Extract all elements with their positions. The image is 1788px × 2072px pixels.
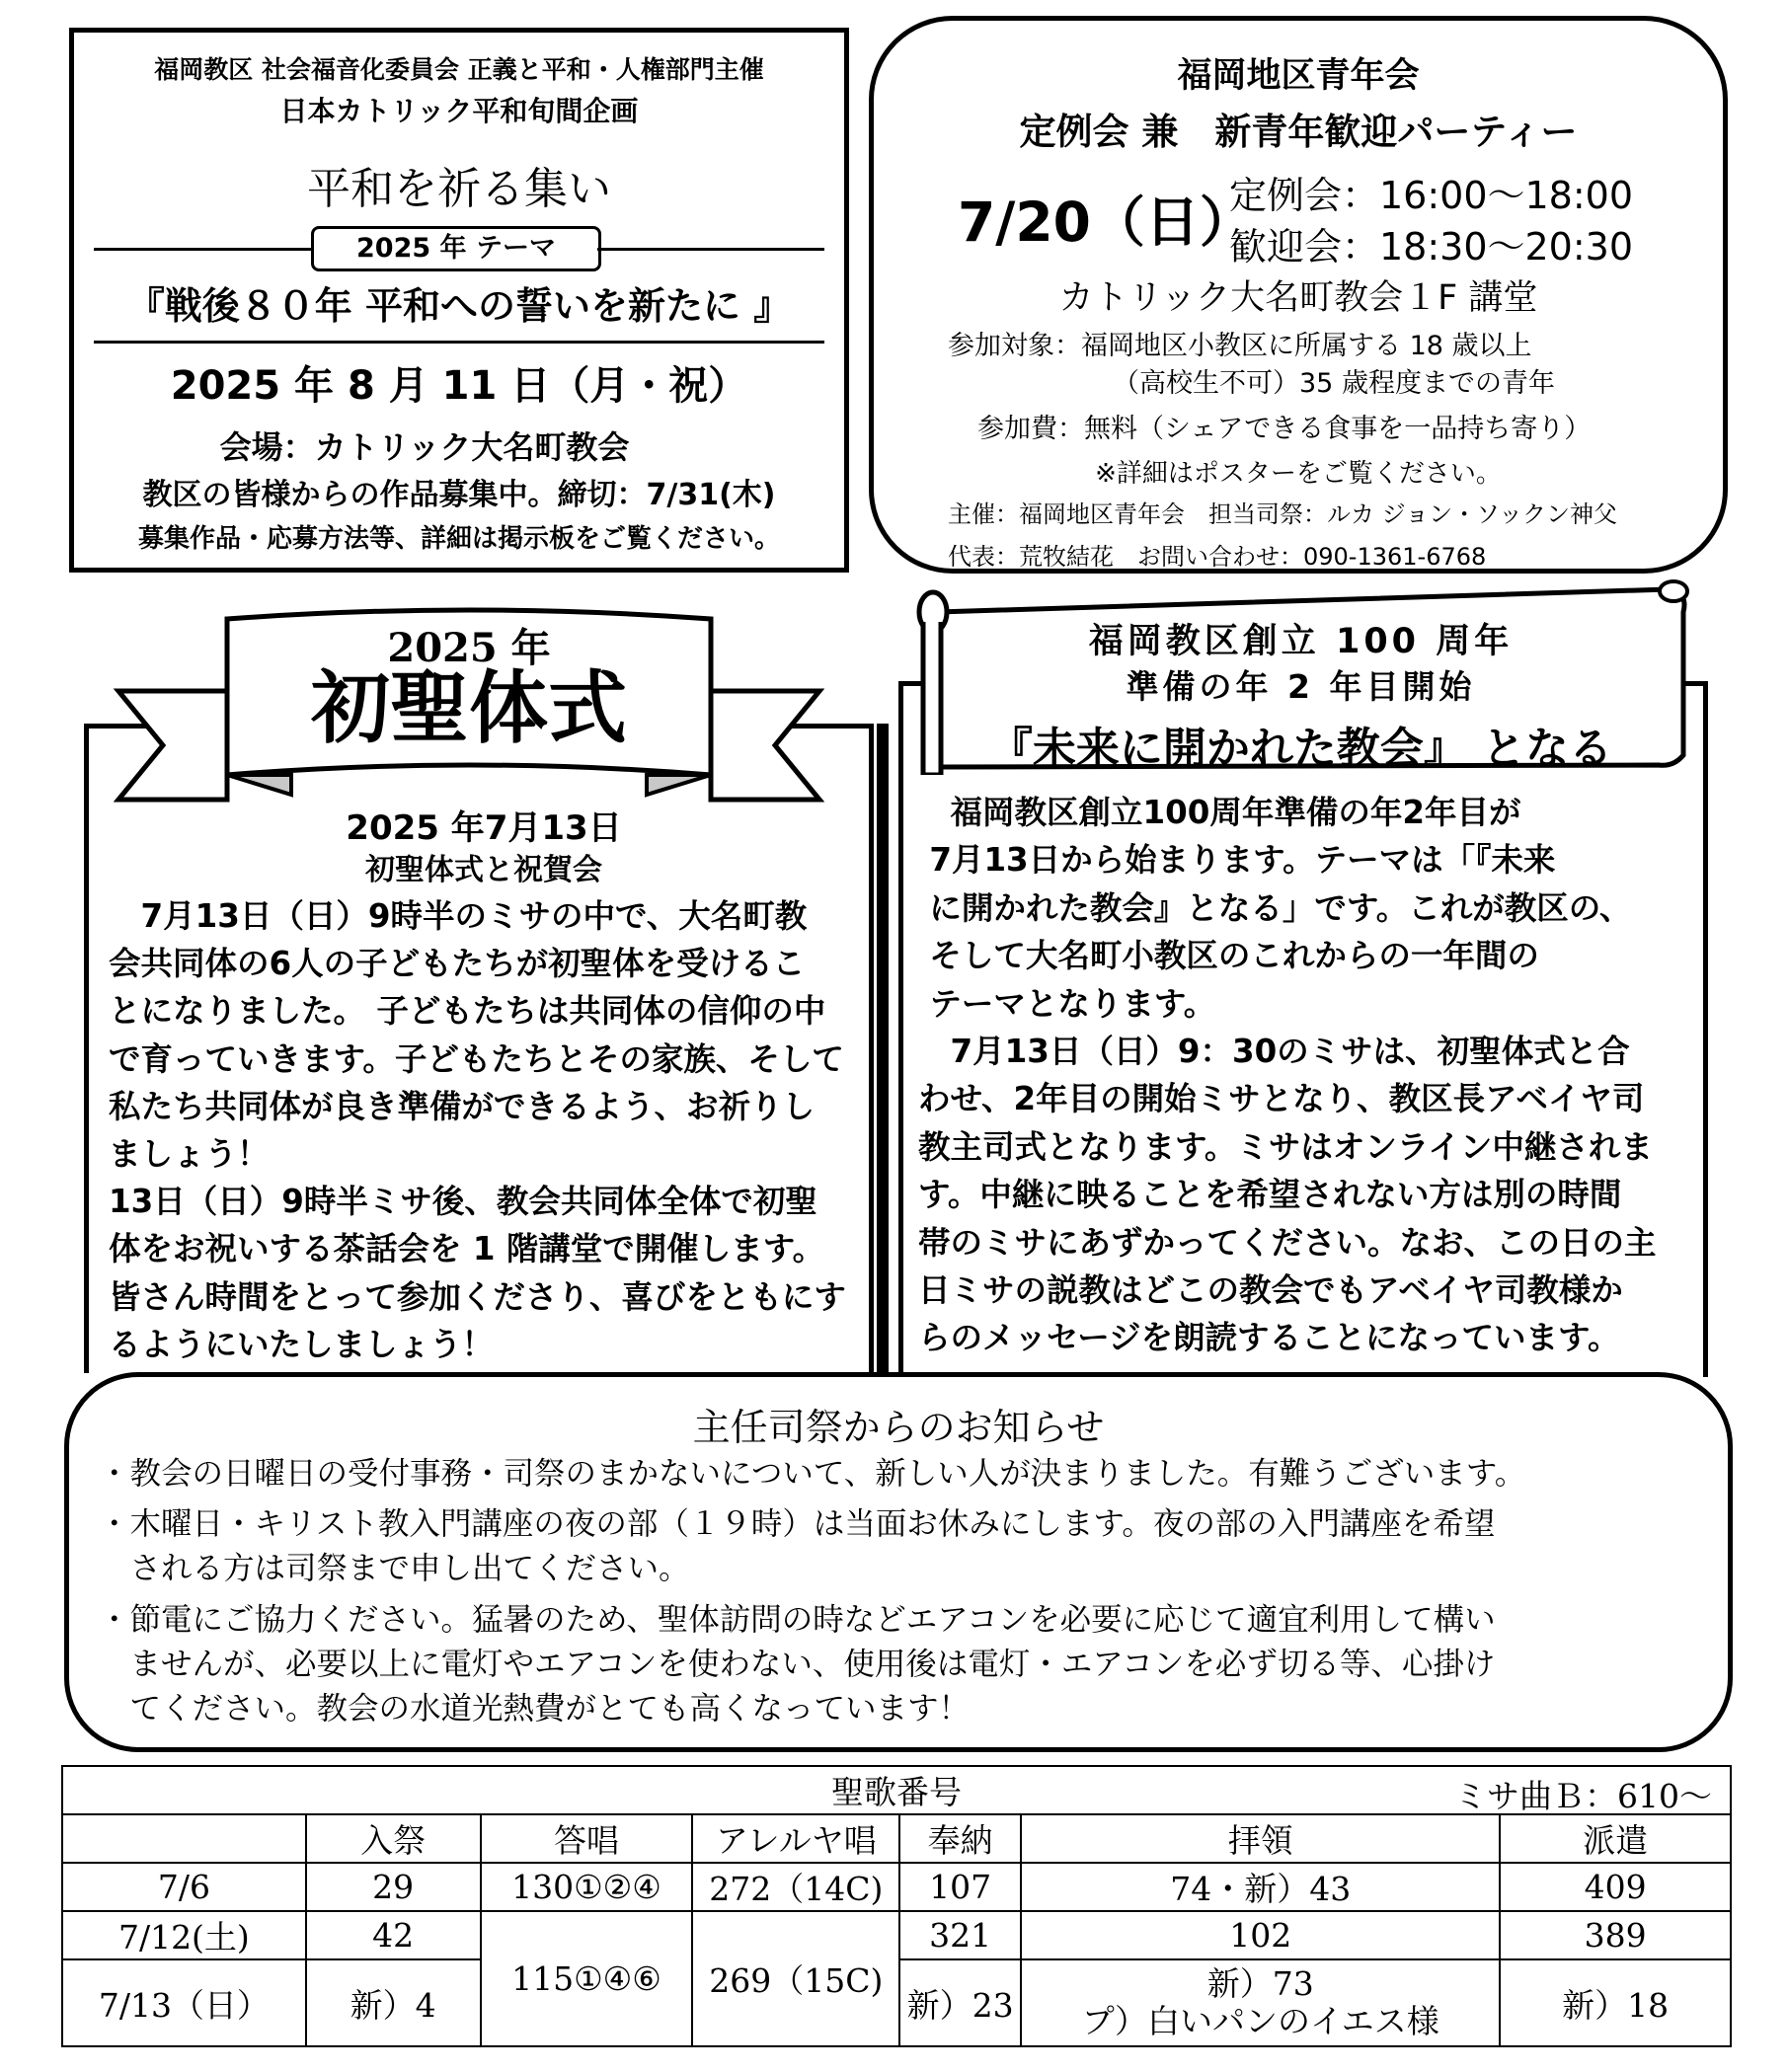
table-cell: 389: [1500, 1911, 1731, 1959]
youth-org: 福岡地区青年会: [1177, 56, 1420, 96]
youth-event: 定例会 兼 新青年歓迎パーティー: [1019, 111, 1578, 153]
youth-time-regular: 定例会：16:00～18:00: [1229, 174, 1634, 217]
centennial-line3: 『未来に開かれた教会』 となる: [988, 724, 1613, 774]
table-cell: [1021, 1959, 1500, 2046]
notice-title: 主任司祭からのお知らせ: [692, 1406, 1105, 1449]
table-row: [62, 1911, 1731, 1959]
table-cell: 107: [899, 1863, 1021, 1911]
table-cell: 115①④⑥: [481, 1911, 693, 2046]
peace-call-for-works: 教区の皆様からの作品募集中。締切：7/31(木): [142, 478, 776, 512]
pastor-notice: [64, 1372, 1733, 1752]
youth-target: 参加対象：福岡地区小教区に所属する 18 歳以上: [948, 331, 1532, 361]
youth-date: 7/20（日）: [958, 191, 1254, 254]
table-cell: 新）23: [899, 1959, 1021, 2046]
peace-date: 2025 年 8 月 11 日（月・祝）: [170, 363, 748, 409]
table-cell: 409: [1500, 1863, 1731, 1911]
table-cell: 102: [1021, 1911, 1500, 1959]
communion-subtitle: 初聖体式と祝賀会: [365, 853, 602, 887]
first-communion-notice: [84, 724, 874, 1373]
centennial-notice: [898, 681, 1708, 1377]
table-cell: 7/12(土): [62, 1911, 306, 1959]
youth-contact: 代表：荒牧結花 お問い合わせ：090-1361-6768: [948, 543, 1487, 571]
mass-setting: ミサ曲Ｂ：610～: [1454, 1777, 1712, 1815]
notice-item: ・教会の日曜日の受付事務・司祭のまかないについて、新しい人が決まりました。有難うございます。: [99, 1456, 1526, 1492]
peace-details: 募集作品・応募方法等、詳細は掲示板をご覧ください。: [137, 524, 780, 554]
table-cell: 42: [306, 1911, 481, 1959]
hymn-number-table: [61, 1765, 1732, 2047]
theme-rule-left: [94, 248, 311, 251]
hymn-table-title: 聖歌番号: [831, 1773, 962, 1811]
table-cell: 新）4: [306, 1959, 481, 2046]
table-cell: 新）18: [1500, 1959, 1731, 2046]
hymn-header-offertory: 奉納: [899, 1814, 1021, 1863]
hymn-header-date: [62, 1814, 306, 1863]
peace-organizer: 福岡教区 社会福音化委員会 正義と平和・人権部門主催: [154, 55, 764, 84]
youth-fee: 参加費：無料（シェアできる食事を一品持ち寄り）: [977, 414, 1592, 444]
hymn-header-entrance: 入祭: [306, 1814, 481, 1863]
table-cell: 130①②④: [481, 1863, 693, 1911]
communion-hymn-line1: 新）73: [1206, 1964, 1314, 2003]
youth-time-welcome: 歓迎会：18:30～20:30: [1229, 225, 1634, 269]
hymn-header-communion: 拝領: [1021, 1814, 1500, 1863]
peace-title: 平和を祈る集い: [307, 164, 611, 214]
youth-venue: カトリック大名町教会１F 講堂: [1058, 278, 1538, 318]
youth-note: ※詳細はポスターをご覧ください。: [1095, 459, 1502, 489]
table-cell: 74・新）43: [1021, 1863, 1500, 1911]
table-row: [62, 1863, 1731, 1911]
communion-hymn-line2: プ）白いパンのイエス様: [1081, 2002, 1439, 2040]
hymn-header-recessional: 派遣: [1500, 1814, 1731, 1863]
banner-year: 2025 年: [387, 625, 551, 671]
banner-title: 初聖体式: [311, 661, 627, 754]
hymn-header-alleluia: アレルヤ唱: [692, 1814, 899, 1863]
centennial-line2: 準備の年 2 年目開始: [1126, 667, 1476, 706]
table-cell: 7/13（日）: [62, 1959, 306, 2046]
youth-target-age: （高校生不可）35 歳程度までの青年: [1113, 368, 1555, 399]
theme-rule-bottom: [94, 341, 824, 344]
table-cell: 269（15C): [692, 1911, 899, 2046]
communion-body: 7月13日（日）9時半のミサの中で、大名町教 会共同体の6人の子どもたちが初聖体を受けるこ とになりました。 子どもたちは共同体の信仰の中 で育っていきます。子どもたちとその家族、そして 私たち共同体が良き準備ができるよう、お祈りし ましょう！ 13日（日）9時半ミサ後、教会共同体全体で初聖 体をお祝いする茶話会を 1 階講堂で開催します。 皆さん時間をとって参加くださり、喜びをともにす るようにいたしましょう！: [109, 897, 846, 1363]
youth-meeting-notice: [869, 16, 1728, 574]
theme-rule-right: [597, 248, 824, 251]
notice-item: ・木曜日・キリスト教入門講座の夜の部（１９時）は当面お休みにします。夜の部の入門講座を希望 される方は司祭まで申し出てください。: [99, 1506, 1496, 1586]
hymn-table-title-cell: [62, 1766, 1731, 1814]
peace-theme: 『戦後８０年 平和への誓いを新たに 』: [126, 284, 792, 328]
communion-date: 2025 年7月13日: [346, 808, 622, 848]
hymn-header-psalm: 答唱: [481, 1814, 693, 1863]
centennial-line1: 福岡教区創立 100 周年: [1088, 622, 1514, 661]
table-cell: 272（14C): [692, 1863, 899, 1911]
table-cell: 7/6: [62, 1863, 306, 1911]
theme-label: 2025 年 テーマ: [311, 226, 601, 271]
notice-item: ・節電にご協力ください。猛暑のため、聖体訪問の時などエアコンを必要に応じて適宜利用して構い ませんが、必要以上に電灯やエアコンを使わない、使用後は電灯・エアコンを必ず切る等、心掛け てください。教会の水道光熱費がとても高くなっています！: [99, 1602, 1496, 1727]
centennial-body: 福岡教区創立100周年準備の年2年目が 7月13日から始まります。テーマは「『未来 に開かれた教会』となる」です。これが教区の、 そして大名町小教区のこれからの一年間の テーマとなります。 7月13日（日）9：30のミサは、初聖体式と合 わせ、2年目の開始ミサとなり、教区長アベイヤ司 教主司式となります。ミサはオンライン中継されま す。中継に映ることを希望されない方は別の時間 帯のミサにあずかってください。なお、この日の主 日ミサの説教はどこの教会でもアベイヤ司教様か らのメッセージを朗読することになっています。: [918, 794, 1657, 1357]
table-cell: 321: [899, 1911, 1021, 1959]
peace-venue: 会場：カトリック大名町教会: [219, 428, 630, 466]
peace-gathering-notice: [69, 28, 849, 573]
peace-project: 日本カトリック平和旬間企画: [279, 95, 639, 127]
table-cell: 29: [306, 1863, 481, 1911]
youth-host: 主催：福岡地区青年会 担当司祭：ルカ ジョン・ソックン神父: [948, 500, 1617, 528]
